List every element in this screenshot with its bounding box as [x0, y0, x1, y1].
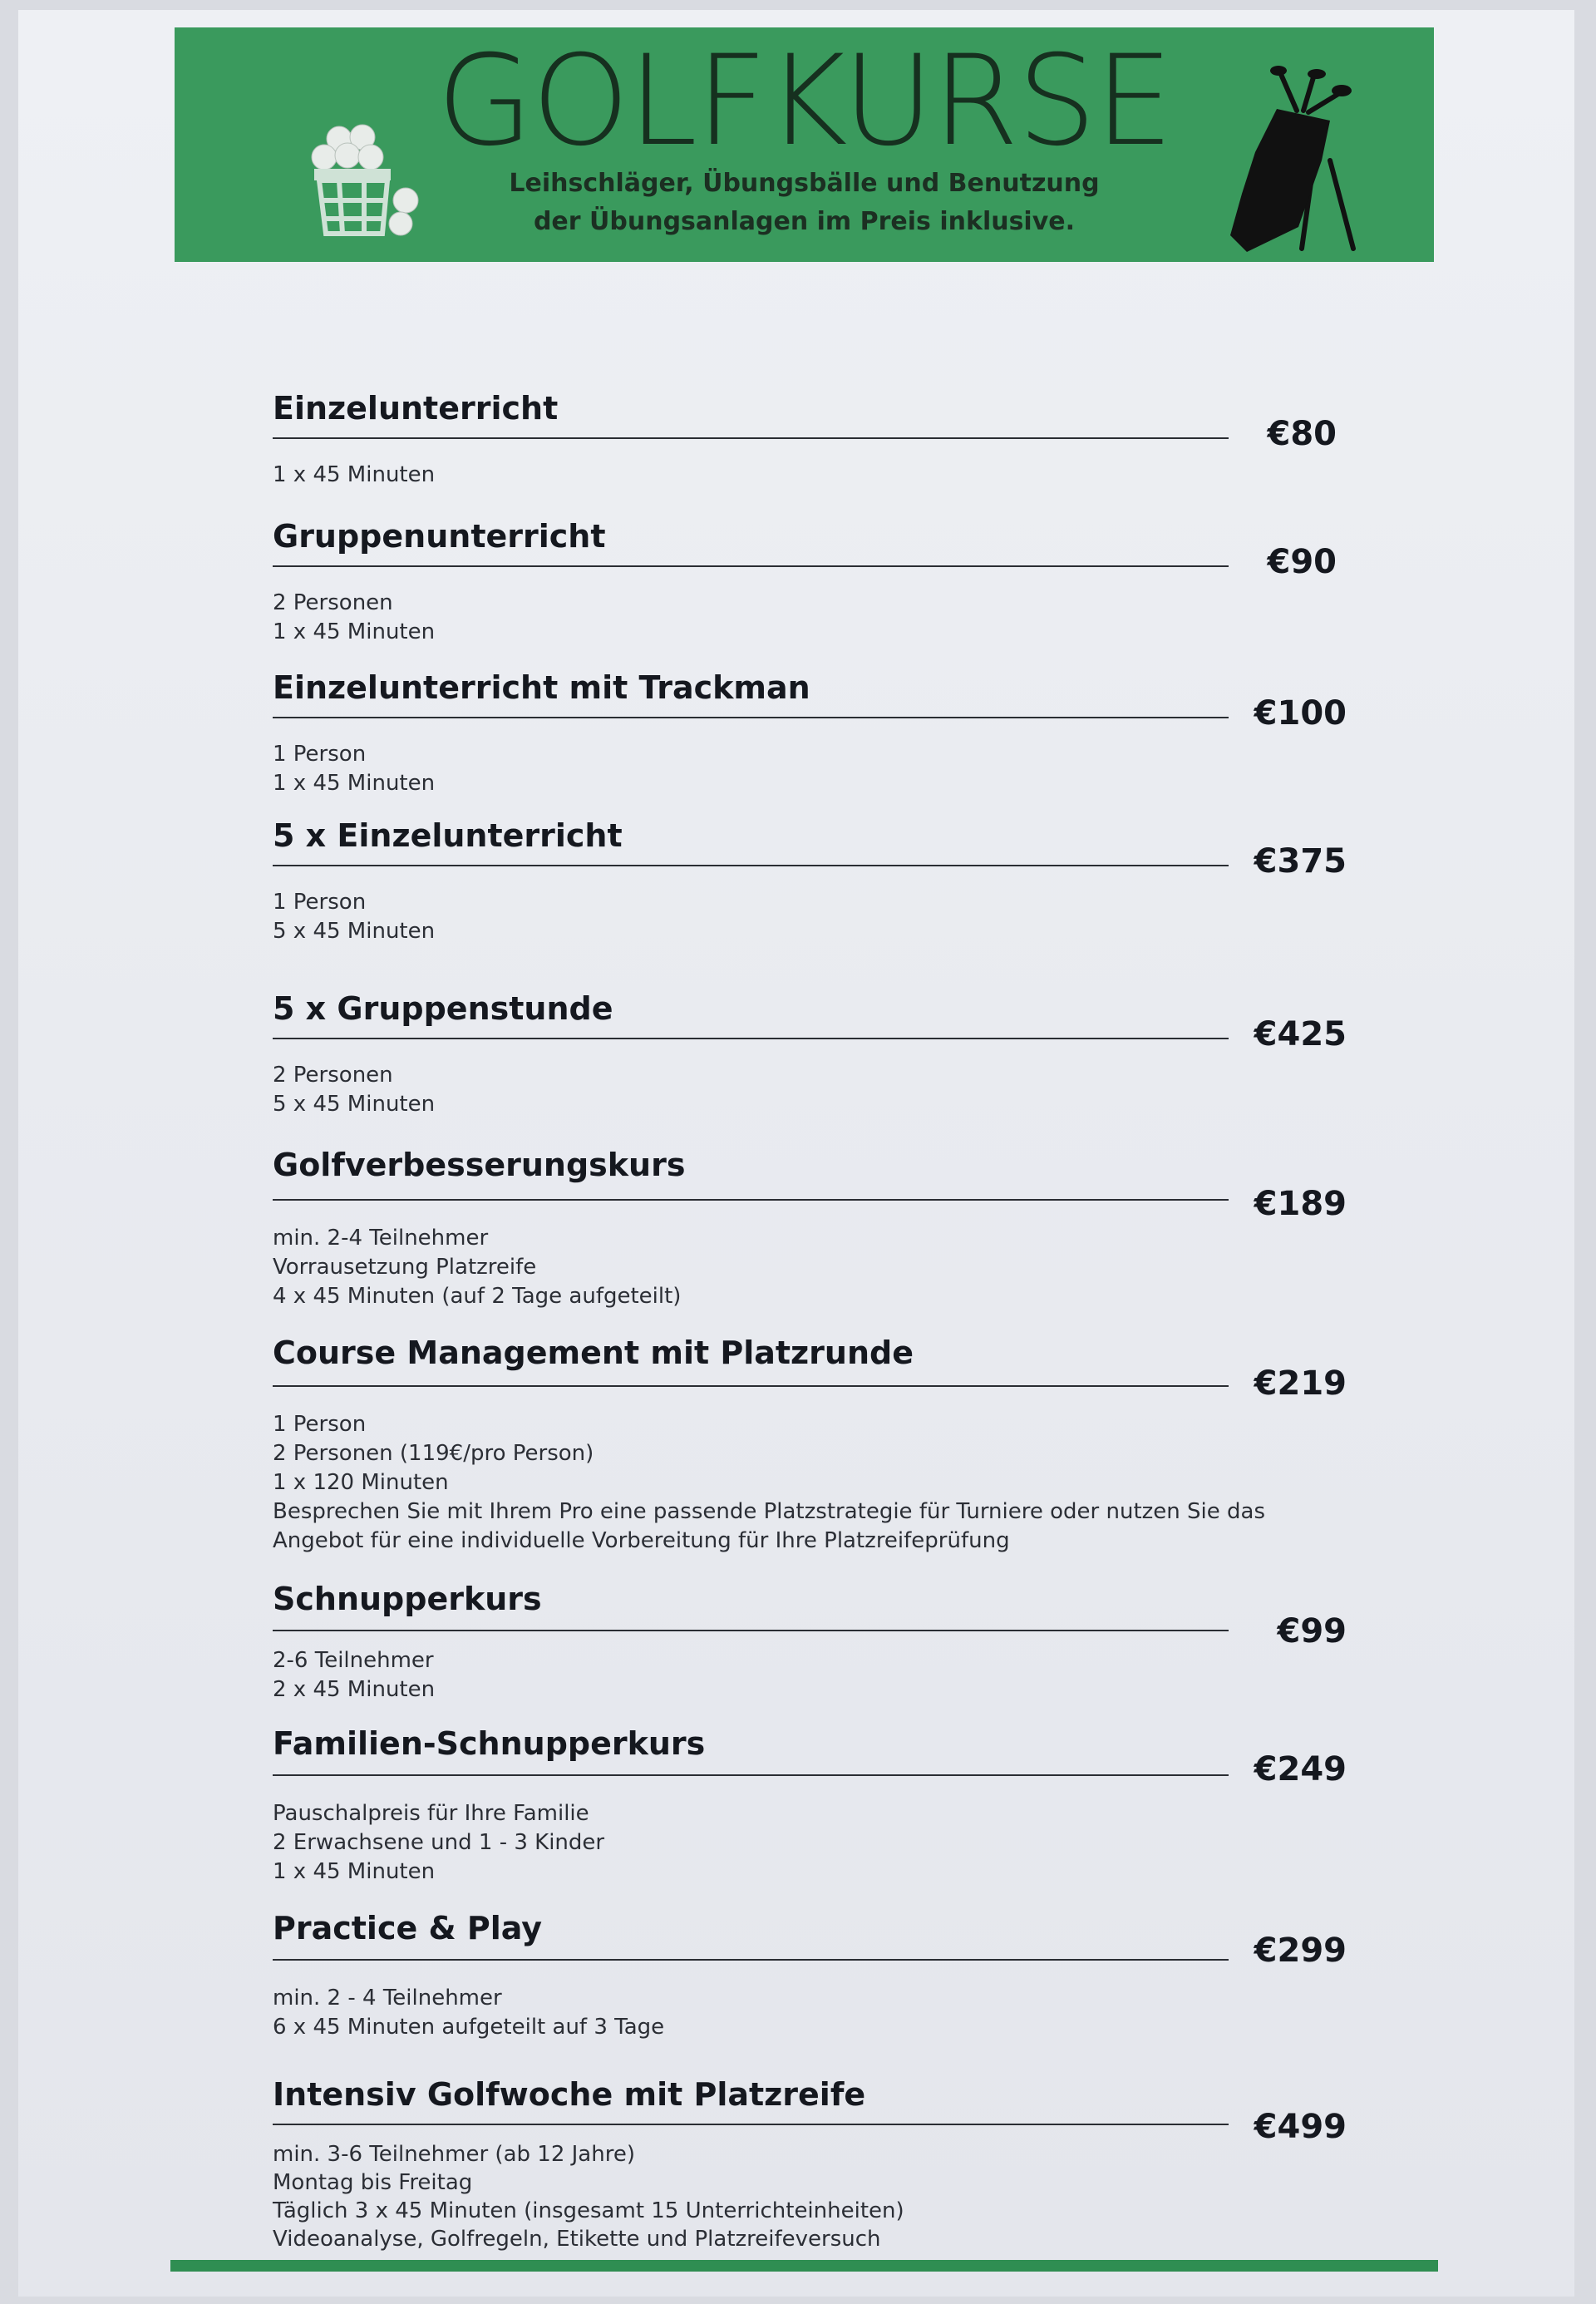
detail-line: 1 x 45 Minuten [273, 619, 436, 644]
course-title: Gruppenunterricht [273, 518, 606, 555]
detail-line: 1 x 45 Minuten [273, 462, 436, 487]
course-details [273, 1224, 681, 1311]
detail-line: 1 Person [273, 1412, 367, 1437]
detail-line: 1 x 45 Minuten [273, 771, 436, 796]
detail-line: 6 x 45 Minuten aufgeteilt auf 3 Tage [273, 2015, 665, 2040]
course-price: €299 [1254, 1932, 1347, 1970]
detail-line: 1 Person [273, 742, 367, 767]
course-price: €249 [1254, 1750, 1347, 1788]
detail-line: Angebot für eine individuelle Vorbereitung für Ihre Platzreifeprüfung [273, 1528, 1010, 1553]
course-details [273, 1646, 435, 1705]
divider-line [273, 1774, 1229, 1776]
course-details [273, 1984, 664, 2042]
course-price: €499 [1254, 2108, 1347, 2146]
course-title: Course Management mit Platzrunde [273, 1335, 914, 1371]
course-title: Intensiv Golfwoche mit Platzreife [273, 2076, 866, 2113]
course-details [273, 1410, 1265, 1556]
course-title: Einzelunterricht [273, 390, 559, 427]
divider-line [273, 1385, 1229, 1387]
detail-line: Täglich 3 x 45 Minuten (insgesamt 15 Unterrichteinheiten) [273, 2198, 904, 2223]
course-item [266, 1912, 1347, 2045]
course-details [273, 2140, 904, 2253]
course-details [273, 740, 435, 798]
course-details [273, 461, 435, 490]
detail-line: min. 2-4 Teilnehmer [273, 1226, 489, 1251]
course-details [273, 1799, 604, 1887]
detail-line: Videoanalyse, Golfregeln, Etikette und Platzreifeversuch [273, 2227, 881, 2252]
golf-bag-icon [1205, 61, 1372, 260]
divider-line [273, 2124, 1229, 2125]
course-title: 5 x Gruppenstunde [273, 990, 613, 1027]
course-title: Einzelunterricht mit Trackman [273, 669, 810, 706]
subtitle-line: Leihschläger, Übungsbälle und Benutzung [509, 169, 1100, 198]
course-price: €189 [1254, 1185, 1347, 1223]
detail-line: Pauschalpreis für Ihre Familie [273, 1801, 589, 1826]
divider-line [273, 865, 1229, 866]
course-title: Practice & Play [273, 1910, 542, 1946]
golf-balls-basket-icon [299, 121, 432, 237]
course-price: €375 [1254, 842, 1347, 881]
divider-line [273, 1038, 1229, 1039]
detail-line: 1 Person [273, 890, 367, 915]
course-details [273, 1061, 435, 1119]
detail-line: 5 x 45 Minuten [273, 919, 436, 944]
course-title: 5 x Einzelunterricht [273, 817, 623, 854]
course-price: €425 [1254, 1015, 1347, 1053]
page-title: GOLFKURSE [436, 29, 1172, 174]
course-item [266, 817, 1347, 945]
detail-line: 2 Personen (119€/pro Person) [273, 1441, 594, 1466]
header-banner [175, 27, 1434, 262]
course-title: Familien-Schnupperkurs [273, 1725, 706, 1762]
course-item [266, 990, 1347, 1117]
course-details [273, 888, 435, 946]
subtitle-line: der Übungsanlagen im Preis inklusive. [533, 207, 1076, 236]
detail-line: Montag bis Freitag [273, 2170, 473, 2195]
divider-line [273, 565, 1229, 567]
course-price: €219 [1254, 1364, 1347, 1403]
course-price: €90 [1267, 543, 1337, 581]
course-price: €99 [1277, 1612, 1347, 1650]
detail-line: 2 Erwachsene und 1 - 3 Kinder [273, 1830, 605, 1855]
divider-line [273, 1199, 1229, 1201]
divider-line [273, 437, 1229, 439]
detail-line: 2 Personen [273, 1063, 393, 1088]
detail-line: 4 x 45 Minuten (auf 2 Tage aufgeteilt) [273, 1284, 682, 1309]
course-price: €100 [1254, 694, 1347, 733]
course-item [266, 1725, 1347, 1894]
detail-line: 1 x 120 Minuten [273, 1470, 449, 1495]
detail-line: 1 x 45 Minuten [273, 1859, 436, 1884]
detail-line: Vorrausetzung Platzreife [273, 1255, 537, 1280]
course-title: Schnupperkurs [273, 1581, 542, 1617]
footer-bar [170, 2260, 1438, 2272]
divider-line [273, 1959, 1229, 1961]
detail-line: 2 x 45 Minuten [273, 1677, 436, 1702]
detail-line: 2 Personen [273, 590, 393, 615]
detail-line: 2-6 Teilnehmer [273, 1648, 434, 1673]
detail-line: 5 x 45 Minuten [273, 1092, 436, 1117]
detail-line: Besprechen Sie mit Ihrem Pro eine passende Platzstrategie für Turniere oder nutzen Sie das [273, 1499, 1265, 1524]
course-item [266, 392, 1347, 492]
divider-line [273, 717, 1229, 718]
course-item [266, 2076, 1347, 2262]
course-title: Golfverbesserungskurs [273, 1147, 686, 1183]
course-item [266, 669, 1347, 797]
course-item [266, 520, 1347, 645]
course-details [273, 589, 435, 647]
course-item [266, 1149, 1347, 1307]
course-price: €80 [1267, 415, 1337, 453]
divider-line [273, 1630, 1229, 1631]
course-item [266, 1337, 1347, 1561]
detail-line: min. 2 - 4 Teilnehmer [273, 1986, 502, 2010]
detail-line: min. 3-6 Teilnehmer (ab 12 Jahre) [273, 2142, 635, 2167]
course-item [266, 1583, 1347, 1708]
